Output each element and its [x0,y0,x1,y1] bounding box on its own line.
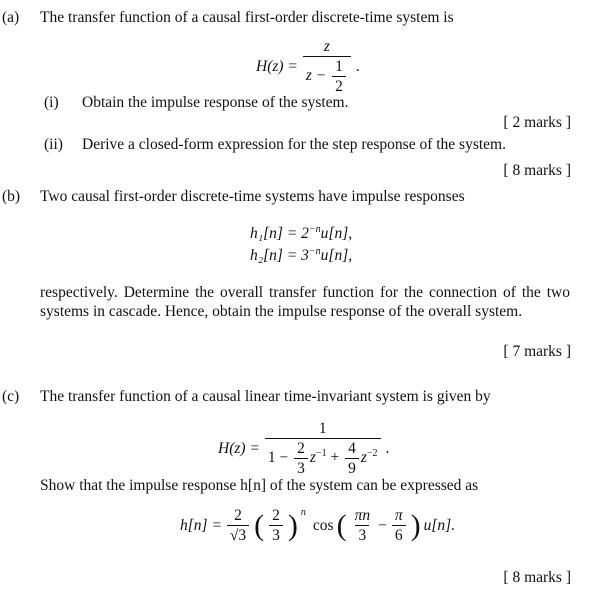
part-c-hz-equation [218,420,389,477]
hn-minus: − [378,516,387,534]
h1-lhs: h₁[n] = 2 [250,225,309,243]
part-c-hn-equation [180,507,455,544]
hz-den-1: 1 − [267,449,289,467]
part-a-sub-i-text: Obtain the impulse response of the system. [82,94,349,111]
part-c-label: (c) [2,388,20,405]
h2-rhs: u[n], [320,247,353,265]
eq-half [332,58,346,95]
eq-half-den: 2 [332,76,346,95]
hn-f2 [269,507,283,544]
hn-f3 [352,507,374,544]
hz-z1-exp: −1 [315,448,327,459]
eq-numerator: z [323,38,330,55]
hn-f4-num: π [394,507,403,524]
part-a-sub-ii-marks: [ 8 marks ] [503,162,571,179]
part-a-sub-ii-num: (ii) [44,136,63,153]
part-b-marks: [ 7 marks ] [503,343,571,360]
eq-fraction [303,38,351,95]
hn-f1-num: 2 [234,507,242,524]
hn-f2-num: 2 [272,507,280,524]
hn-cos-paren-close: ) [410,508,421,542]
hz-f2 [345,440,359,477]
hz-z2: z [360,449,367,467]
hn-f1-den: √3 [227,525,249,544]
h1-rhs: u[n], [320,225,353,243]
part-b-intro: Two causal first-order discrete-time systems have impulse responses [40,188,465,205]
eq-lhs: H(z) = [256,57,298,75]
hz-denominator [265,438,381,477]
hz-numerator: 1 [318,420,327,437]
part-a-equation [256,38,360,95]
hz-f1-den: 3 [294,458,308,477]
part-b-h2 [250,246,352,265]
part-b-h1 [250,224,352,243]
part-a-sub-i-marks: [ 2 marks ] [503,114,571,131]
hn-rhs: u[n]. [423,516,456,534]
hn-f2-den: 3 [269,525,283,544]
hn-f1 [227,507,249,544]
part-c-show: Show that the impulse response h[n] of the system can be expressed as [40,477,479,494]
eq-den-left: z − [305,67,327,85]
h2-exp: −n [308,246,321,257]
part-c-marks: [ 8 marks ] [503,569,571,586]
h1-exp: −n [308,224,321,235]
hz-z2-exp: −2 [366,448,378,459]
eq-half-num: 1 [335,58,343,76]
hn-paren-open: ( [254,508,265,542]
hn-cos-paren-open: ( [336,508,347,542]
hn-f3-den: 3 [355,525,369,544]
eq-denominator [303,56,351,95]
part-c-intro: The transfer function of a causal linear time-invariant system is given by [40,388,491,405]
hz-f1 [294,440,308,477]
hz-end: . [385,439,390,457]
hn-lhs: h[n] = [180,516,222,534]
hz-z1: z [309,449,316,467]
part-a-sub-i-num: (i) [44,94,59,111]
part-b-paragraph: respectively. Determine the overall transfer function for the connection of the two systems in cascade. Hence, obtain the impulse response of the overall system. [40,284,570,320]
hz-fraction [265,420,381,477]
h2-lhs: h₂[n] = 3 [250,247,309,265]
hz-f1-num: 2 [297,440,305,458]
hz-f2-den: 9 [345,458,359,477]
hn-exp: n [300,507,306,519]
hn-cos: cos [312,516,334,534]
hz-lhs: H(z) = [218,439,260,457]
eq-end: . [355,57,360,75]
hn-f4-den: 6 [392,525,406,544]
hz-f2-num: 4 [348,440,356,458]
part-a-sub-ii-text: Derive a closed-form expression for the step response of the system. [82,136,506,153]
hn-f3-num: πn [354,507,371,524]
hz-plus: + [330,449,340,467]
part-a-intro: The transfer function of a causal first-order discrete-time system is [40,9,454,26]
part-a-label: (a) [2,9,20,26]
hn-paren-close: ) [287,508,298,542]
part-b-label: (b) [2,188,21,205]
hn-f4 [392,507,406,544]
